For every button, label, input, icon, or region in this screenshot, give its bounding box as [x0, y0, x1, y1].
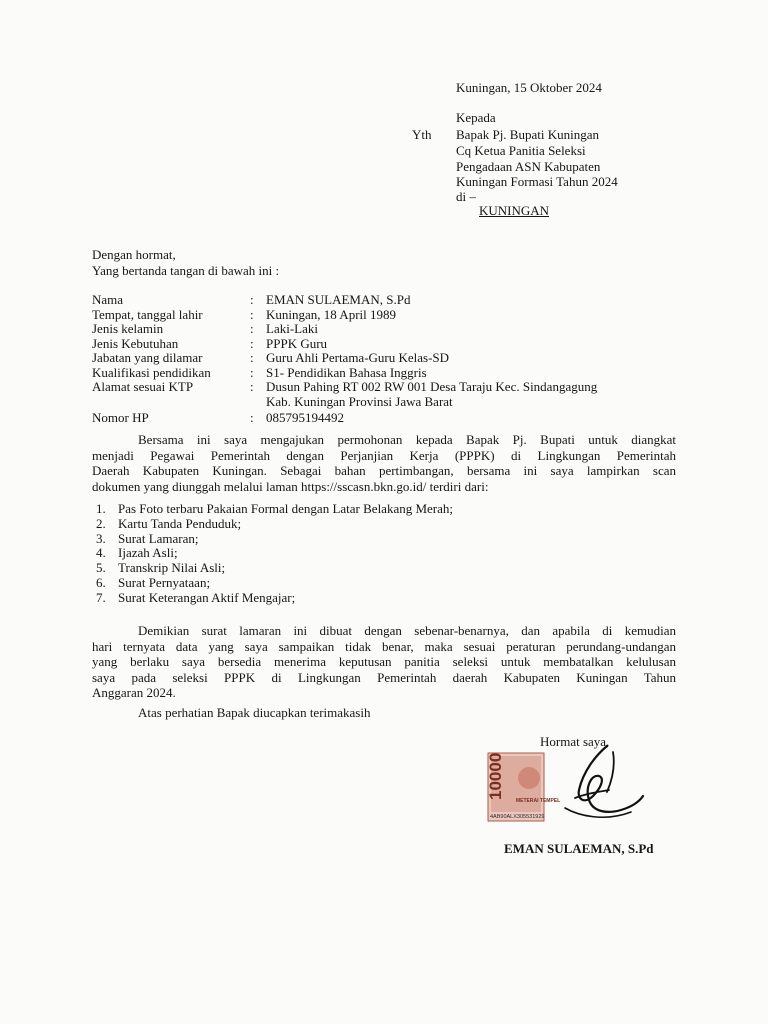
field-label: Tempat, tanggal lahir: [92, 306, 203, 322]
recipient-line: di –: [456, 189, 476, 204]
field-label: Nomor HP: [92, 410, 149, 425]
field-label: Kualifikasi pendidikan: [92, 364, 211, 380]
signature-icon: [535, 738, 645, 830]
list-item: 7. Surat Keterangan Aktif Mengajar;: [96, 589, 296, 605]
closing-line: saya pada seleksi PPPK di Lingkungan Pemerintah daerah Kabupaten Kuningan Tahun: [92, 669, 676, 685]
closing-line: hari ternyata data yang saya sampaikan tidak benar, maka sesuai peraturan perundang-undangan: [92, 638, 676, 654]
attachment-list: [96, 502, 453, 606]
field-value: Kab. Kuningan Provinsi Jawa Barat: [266, 394, 453, 409]
field-value: EMAN SULAEMAN, S.Pd: [266, 292, 411, 307]
list-item: 1. Pas Foto terbaru Pakaian Formal dengan Latar Belakang Merah;: [96, 501, 454, 516]
field-colon: :: [250, 306, 254, 322]
intro-line: Yang bertanda tangan di bawah ini :: [92, 263, 280, 278]
closing-line: Anggaran 2024.: [92, 685, 176, 700]
list-item: 2. Kartu Tanda Penduduk;: [96, 515, 242, 531]
field-colon: :: [250, 364, 254, 380]
recipient-kepada: Kepada: [456, 110, 496, 125]
stamp-label: METERAI TEMPEL: [516, 798, 561, 804]
body-line: menjadi Pegawai Pemerintah dengan Perjanjian Kerja (PPPK) di Lingkungan Pemerintah: [92, 447, 676, 463]
list-item: 6. Surat Pernyataan;: [96, 574, 211, 590]
recipient-yth: Yth: [412, 127, 432, 142]
field-value: PPPK Guru: [266, 335, 328, 351]
thanks-line: Atas perhatian Bapak diucapkan terimakasih: [138, 705, 371, 720]
recipient-line: Bapak Pj. Bupati Kuningan: [456, 127, 599, 142]
field-value: S1- Pendidikan Bahasa Inggris: [266, 364, 427, 380]
signer-name: EMAN SULAEMAN, S.Pd: [504, 841, 654, 856]
signoff: Hormat saya,: [540, 734, 610, 749]
closing-line: yang berlaku saya bersedia menerima keputusan panitia seleksi untuk membatalkan kelulusan: [92, 654, 676, 669]
body-line: dokumen yang diunggah melalui laman https://sscasn.bkn.go.id/ terdiri dari:: [92, 478, 489, 494]
field-colon: :: [250, 335, 254, 351]
body-line: Daerah Kabupaten Kuningan. Sebagai bahan pertimbangan, bersama ini saya lampirkan scan: [92, 463, 676, 478]
field-colon: :: [250, 410, 254, 425]
field-label: Alamat sesuai KTP: [92, 379, 194, 394]
stamp-amount: 10000: [486, 752, 505, 800]
field-colon: :: [250, 292, 254, 307]
list-item: 3. Surat Lamaran;: [96, 530, 199, 546]
field-value: Kuningan, 18 April 1989: [266, 306, 396, 322]
field-label: Jabatan yang dilamar: [92, 350, 203, 365]
field-value: Dusun Pahing RT 002 RW 001 Desa Taraju Kec. Sindangagung: [266, 379, 598, 394]
field-value: 085795194492: [266, 410, 344, 425]
field-colon: :: [250, 350, 254, 365]
field-label: Jenis kelamin: [92, 321, 164, 336]
list-item: 4. Ijazah Asli;: [96, 545, 178, 561]
list-item: 5. Transkrip Nilai Asli;: [96, 560, 226, 576]
field-label: Jenis Kebutuhan: [92, 335, 179, 351]
greeting: Dengan hormat,: [92, 247, 176, 262]
closing-paragraph: [92, 623, 676, 701]
field-colon: :: [250, 321, 254, 336]
recipient-line: Cq Ketua Panitia Seleksi: [456, 143, 586, 158]
field-value: Laki-Laki: [266, 321, 318, 336]
recipient-line: Kuningan Formasi Tahun 2024: [456, 174, 618, 189]
stamp-serial: 4AB90ALX305531929: [490, 814, 545, 820]
field-label: Nama: [92, 292, 124, 307]
field-colon: :: [250, 379, 254, 394]
recipient-line: Pengadaan ASN Kabupaten: [456, 159, 601, 174]
recipient-city: KUNINGAN: [479, 203, 550, 218]
body-paragraph: [92, 432, 676, 494]
field-value: Guru Ahli Pertama-Guru Kelas-SD: [266, 350, 450, 365]
body-line: Bersama ini saya mengajukan permohonan kepada Bapak Pj. Bupati untuk diangkat: [138, 432, 676, 447]
closing-line: Demikian surat lamaran ini dibuat dengan sebenar-benarnya, dan apabila di kemudian: [138, 623, 676, 638]
date-line: Kuningan, 15 Oktober 2024: [456, 80, 602, 95]
